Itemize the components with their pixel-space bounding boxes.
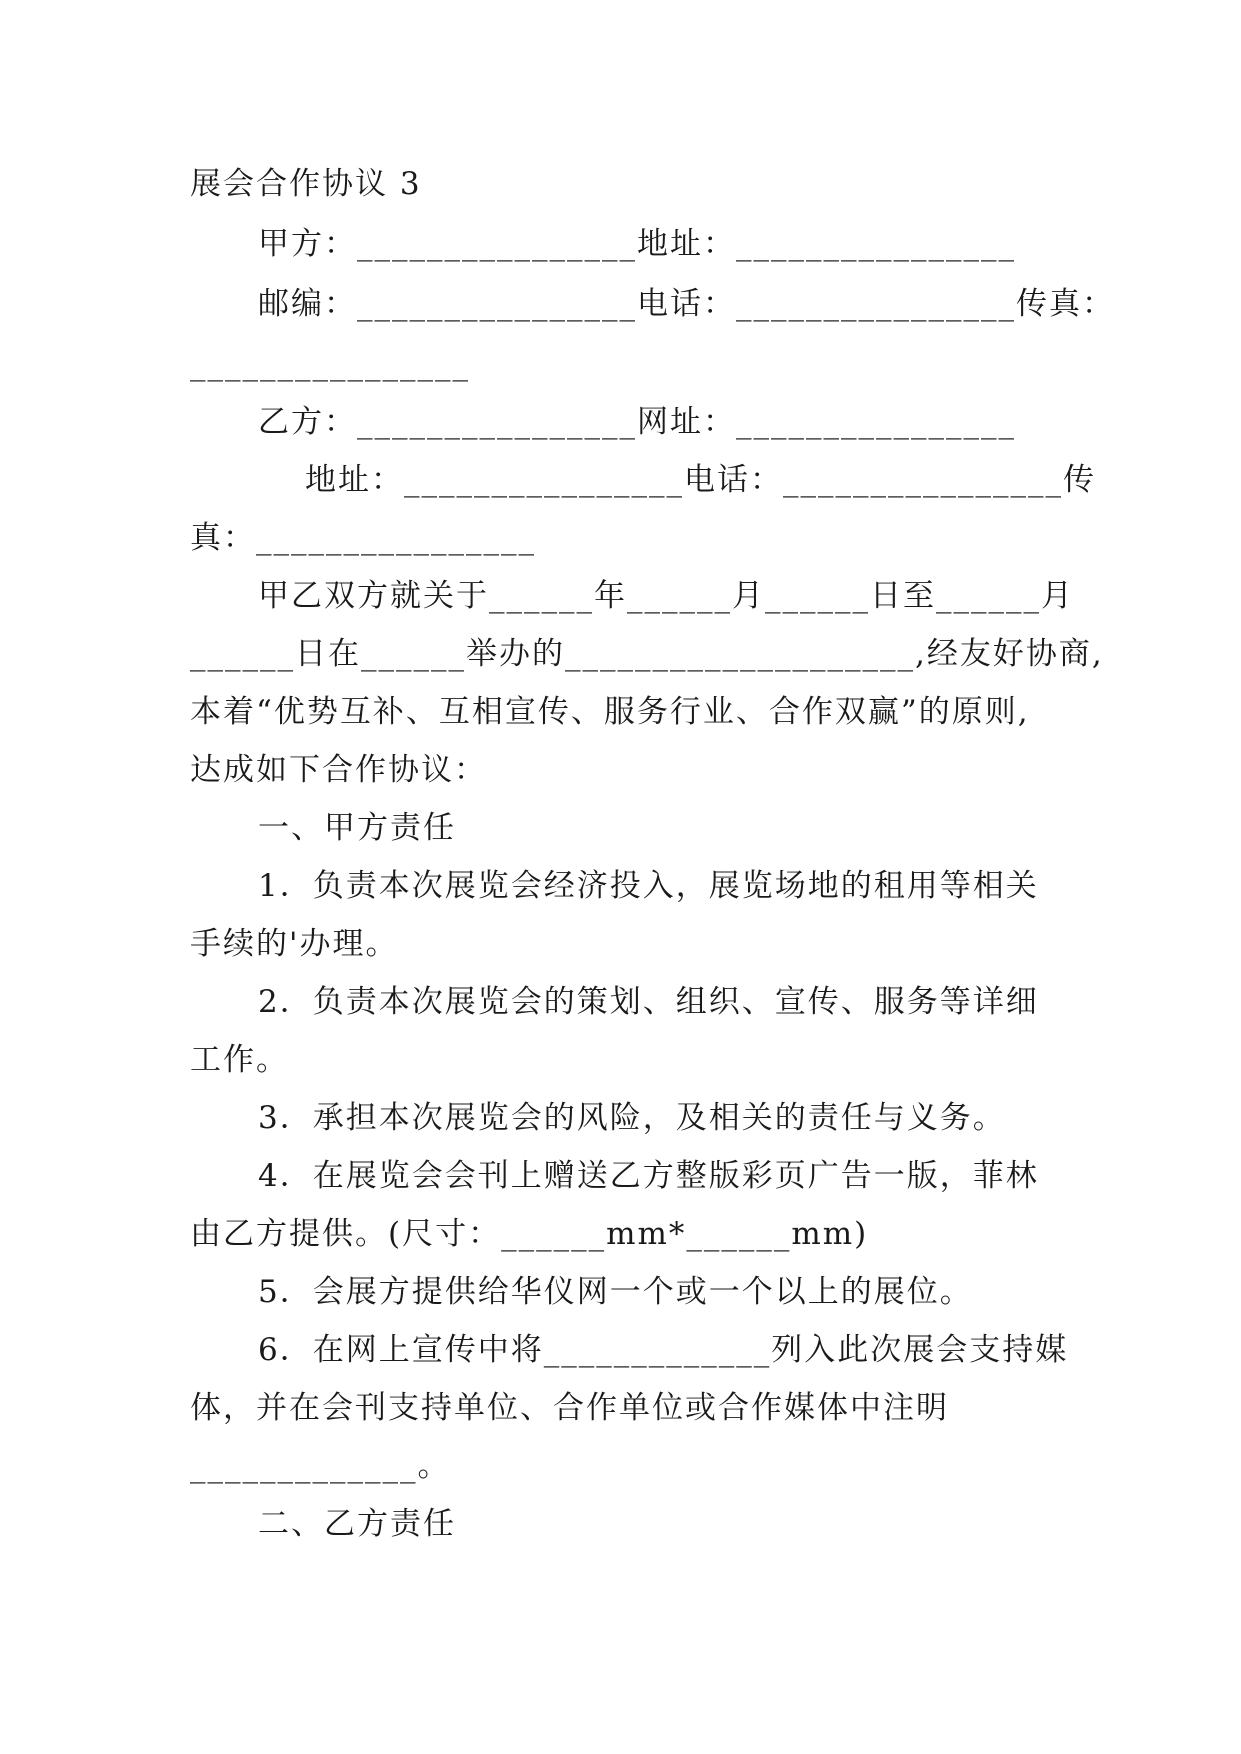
intro-paragraph-line-1: 甲乙双方就关于______年______月______日至______月: [258, 578, 1074, 614]
document-title: 展会合作协议 3: [190, 166, 422, 202]
party-b-contact-line: 地址：________________电话：________________传: [305, 462, 1096, 498]
section-heading-party-b: 二、乙方责任: [258, 1506, 456, 1542]
clause-4-line-1: 4．在展览会会刊上赠送乙方整版彩页广告一版，菲林: [258, 1158, 1039, 1194]
clause-6-line-2: 体，并在会刊支持单位、合作单位或合作媒体中注明: [190, 1390, 949, 1426]
party-b-fax-line: 真：________________: [190, 520, 536, 556]
intro-paragraph-line-2: ______日在______举办的____________________,经友好协商,: [190, 636, 1104, 672]
clause-5-line-1: 5．会展方提供给华仪网一个或一个以上的展位。: [258, 1274, 973, 1310]
party-a-line: 甲方：________________地址：________________: [258, 226, 1016, 262]
clause-6-line-3: _____________。: [190, 1448, 451, 1484]
intro-paragraph-line-4: 达成如下合作协议：: [190, 752, 487, 788]
clause-3-line-1: 3．承担本次展览会的风险，及相关的责任与义务。: [258, 1100, 1006, 1136]
clause-6-line-1: 6．在网上宣传中将_____________列入此次展会支持媒: [258, 1332, 1069, 1368]
clause-1-line-2: 手续的'办理。: [190, 926, 399, 962]
clause-2-line-2: 工作。: [190, 1042, 289, 1078]
clause-2-line-1: 2．负责本次展览会的策划、组织、宣传、服务等详细: [258, 984, 1039, 1020]
party-a-contact-line: 邮编：________________电话：________________传真：: [258, 286, 1115, 322]
section-heading-party-a: 一、甲方责任: [258, 810, 456, 846]
party-a-fax-blank: ________________: [190, 346, 470, 382]
intro-paragraph-line-3: 本着“优势互补、互相宣传、服务行业、合作双赢”的原则,: [190, 694, 1030, 730]
clause-4-line-2: 由乙方提供。(尺寸：______mm*______mm): [190, 1216, 869, 1252]
clause-1-line-1: 1．负责本次展览会经济投入，展览场地的租用等相关: [258, 868, 1039, 904]
party-b-line: 乙方：________________网址：________________: [258, 404, 1016, 440]
